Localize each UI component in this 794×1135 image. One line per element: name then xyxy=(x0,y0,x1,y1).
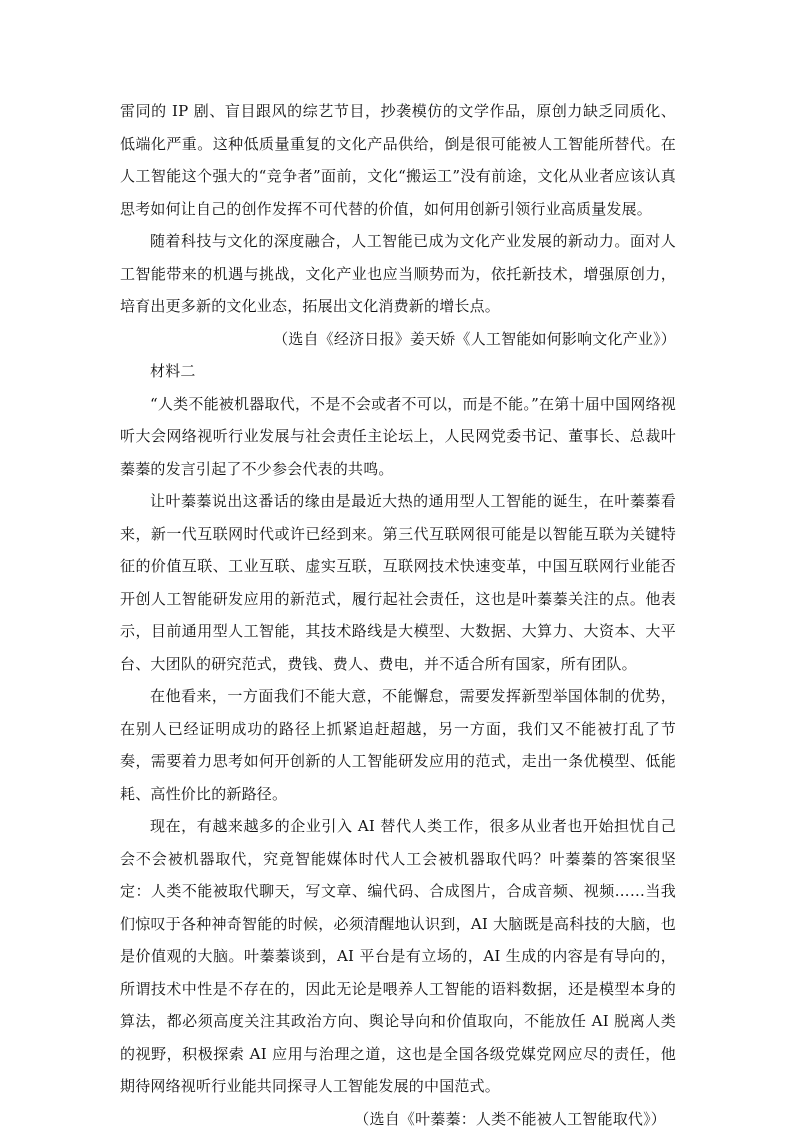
paragraph-1: 雷同的 IP 剧、盲目跟风的综艺节目，抄袭模仿的文学作品，原创力缺乏同质化、低端化严重。这种低质量重复的文化产品供给，倒是很可能被人工智能所替代。在人工智能这个强大的“竞争者”面前，文化“搬运工”没有前途，文化从业者应该认真思考如何让自己的创作发挥不可代替的价值，如何用创新引领行业高质量发展。 xyxy=(120,95,676,225)
paragraph-4: 让叶蓁蓁说出这番话的缘由是最近大热的通用型人工智能的诞生，在叶蓁蓁看来，新一代互联网时代或许已经到来。第三代互联网很可能是以智能互联为关键特征的价值互联、工业互联、虚实互联，互联网技术快速变革，中国互联网行业能否开创人工智能研发应用的新范式，履行起社会责任，这也是叶蓁蓁关注的点。他表示，目前通用型人工智能，其技术路线是大模型、大数据、大算力、大资本、大平台、大团队的研究范式，费钱、费人、费电，并不适合所有国家，所有团队。 xyxy=(120,485,676,680)
paragraph-6: 现在，有越来越多的企业引入 AI 替代人类工作，很多从业者也开始担忧自己会不会被机器取代，究竟智能媒体时代人工会被机器取代吗？叶蓁蓁的答案很坚定：人类不能被取代聊天，写文章、编代码、合成图片，合成音频、视频……当我们惊叹于各种神奇智能的时候，必须清醒地认识到，AI 大脑既是高科技的大脑，也是价值观的大脑。叶蓁蓁谈到，AI 平台是有立场的，AI 生成的内容是有导向的，所谓技术中性是不存在的，因此无论是喂养人工智能的语料数据，还是模型本身的算法，都必须高度关注其政治方向、舆论导向和价值取向，不能放任 AI 脱离人类的视野，积极探索 AI 应用与治理之道，这也是全国各级党媒党网应尽的责任，他期待网络视听行业能共同探寻人工智能发展的中国范式。 xyxy=(120,810,676,1103)
paragraph-3: “人类不能被机器取代，不是不会或者不可以，而是不能。”在第十届中国网络视听大会网络视听行业发展与社会责任主论坛上，人民网党委书记、董事长、总裁叶蓁蓁的发言引起了不少参会代表的共鸣。 xyxy=(120,388,676,486)
section-heading-material-2: 材料二 xyxy=(120,355,676,388)
article-body xyxy=(120,95,676,1135)
paragraph-5: 在他看来，一方面我们不能大意，不能懈怠，需要发挥新型举国体制的优势，在别人已经证明成功的路径上抓紧追赶超越，另一方面，我们又不能被打乱了节奏，需要着力思考如何开创新的人工智能研发应用的范式，走出一条优模型、低能耗、高性价比的新路径。 xyxy=(120,680,676,810)
source-citation-2: （选自《叶蓁蓁：人类不能被人工智能取代》） xyxy=(120,1103,676,1135)
source-citation-1: （选自《经济日报》姜天娇《人工智能如何影响文化产业》） xyxy=(120,323,676,356)
paragraph-2: 随着科技与文化的深度融合，人工智能已成为文化产业发展的新动力。面对人工智能带来的机遇与挑战，文化产业也应当顺势而为，依托新技术，增强原创力，培育出更多新的文化业态，拓展出文化消费新的增长点。 xyxy=(120,225,676,323)
